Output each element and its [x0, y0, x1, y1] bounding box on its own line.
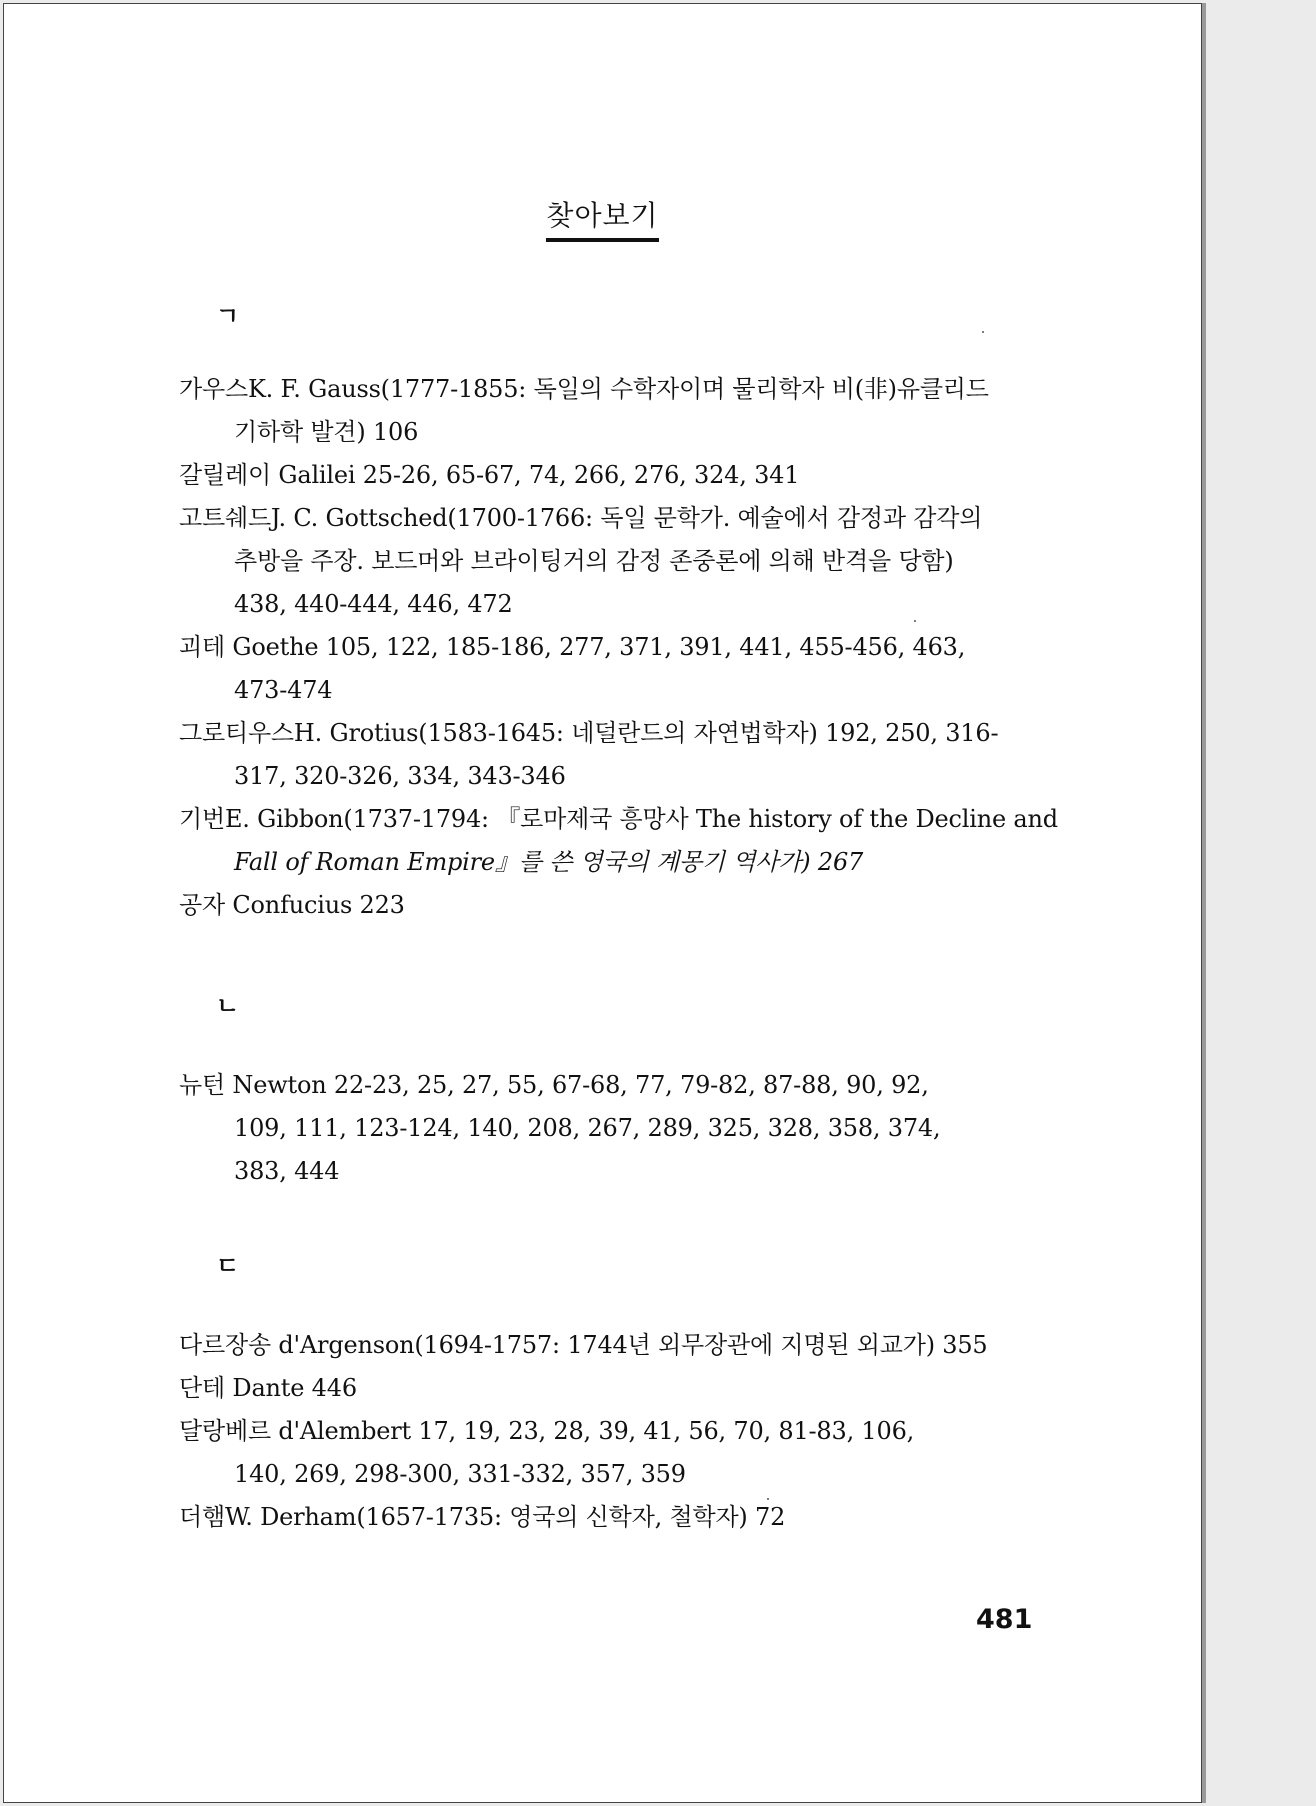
- entry-line: 473-474: [234, 676, 333, 704]
- entry-line: 140, 269, 298-300, 331-332, 357, 359: [234, 1460, 686, 1488]
- entry-line: 317, 320-326, 334, 343-346: [234, 762, 566, 790]
- index-entry-gottsched: [179, 497, 1039, 626]
- index-entry-gibbon: [179, 798, 1058, 884]
- index-entry-goethe: [179, 626, 1039, 712]
- entry-line: 뉴턴 Newton 22-23, 25, 27, 55, 67-68, 77, 79-82, 87-88, 90, 92,: [179, 1071, 929, 1099]
- index-entry-dalembert: [179, 1410, 1039, 1496]
- entry-line: Fall of Roman Empire』를 쓴 영국의 계몽기 역사가) 267: [234, 848, 864, 876]
- book-page: [3, 3, 1202, 1803]
- index-entry-gauss: [179, 368, 1039, 454]
- entry-line: 가우스K. F. Gauss(1777-1855: 독일의 수학자이며 물리학자 비(非)유클리드: [179, 375, 989, 403]
- index-entry-confucius: [179, 884, 1039, 927]
- entry-line: 기하학 발견) 106: [234, 418, 419, 446]
- index-entry-grotius: [179, 712, 1039, 798]
- entry-line: 109, 111, 123-124, 140, 208, 267, 289, 325, 328, 358, 374,: [234, 1114, 941, 1142]
- entry-line: 달랑베르 d'Alembert 17, 19, 23, 28, 39, 41, 56, 70, 81-83, 106,: [179, 1417, 915, 1445]
- entry-line: 추방을 주장. 보드머와 브라이팅거의 감정 존중론에 의해 반격을 당함): [234, 547, 954, 575]
- index-entry-newton: [179, 1064, 1039, 1193]
- scan-speck: [767, 1498, 769, 1500]
- section-head-nieun: ㄴ: [216, 992, 240, 1020]
- entry-line: 갈릴레이 Galilei 25-26, 65-67, 74, 266, 276, 324, 341: [179, 461, 800, 489]
- index-entry-derham: [179, 1496, 1039, 1539]
- index-entry-dante: [179, 1367, 1039, 1410]
- page-number: 481: [976, 1604, 1033, 1635]
- index-entry-galilei: [179, 454, 1039, 497]
- page-title: [4, 194, 1201, 242]
- section-head-giyeok: ㄱ: [216, 302, 240, 330]
- entry-line: 더햄W. Derham(1657-1735: 영국의 신학자, 철학자) 72: [179, 1503, 786, 1531]
- index-entry-dargenson: [179, 1324, 1039, 1367]
- entry-line: 단테 Dante 446: [179, 1374, 357, 1402]
- entry-line: 고트쉐드J. C. Gottsched(1700-1766: 독일 문학가. 예술에서 감정과 감각의: [179, 504, 983, 532]
- entry-line: 공자 Confucius 223: [179, 891, 405, 919]
- entry-line: 438, 440-444, 446, 472: [234, 590, 513, 618]
- entry-line: 383, 444: [234, 1157, 340, 1185]
- entry-line: 그로티우스H. Grotius(1583-1645: 네덜란드의 자연법학자) 192, 250, 316-: [179, 719, 999, 747]
- page-title-text: 찾아보기: [546, 194, 658, 242]
- scan-speck: [914, 620, 916, 622]
- section-head-digeut: ㄷ: [216, 1252, 240, 1280]
- entry-line: 괴테 Goethe 105, 122, 185-186, 277, 371, 391, 441, 455-456, 463,: [179, 633, 966, 661]
- entry-line: 기번E. Gibbon(1737-1794: 『로마제국 흥망사 The history of the Decline and: [179, 805, 1058, 833]
- entry-line: 다르장송 d'Argenson(1694-1757: 1744년 외무장관에 지명된 외교가) 355: [179, 1331, 988, 1359]
- scan-speck: [982, 331, 984, 333]
